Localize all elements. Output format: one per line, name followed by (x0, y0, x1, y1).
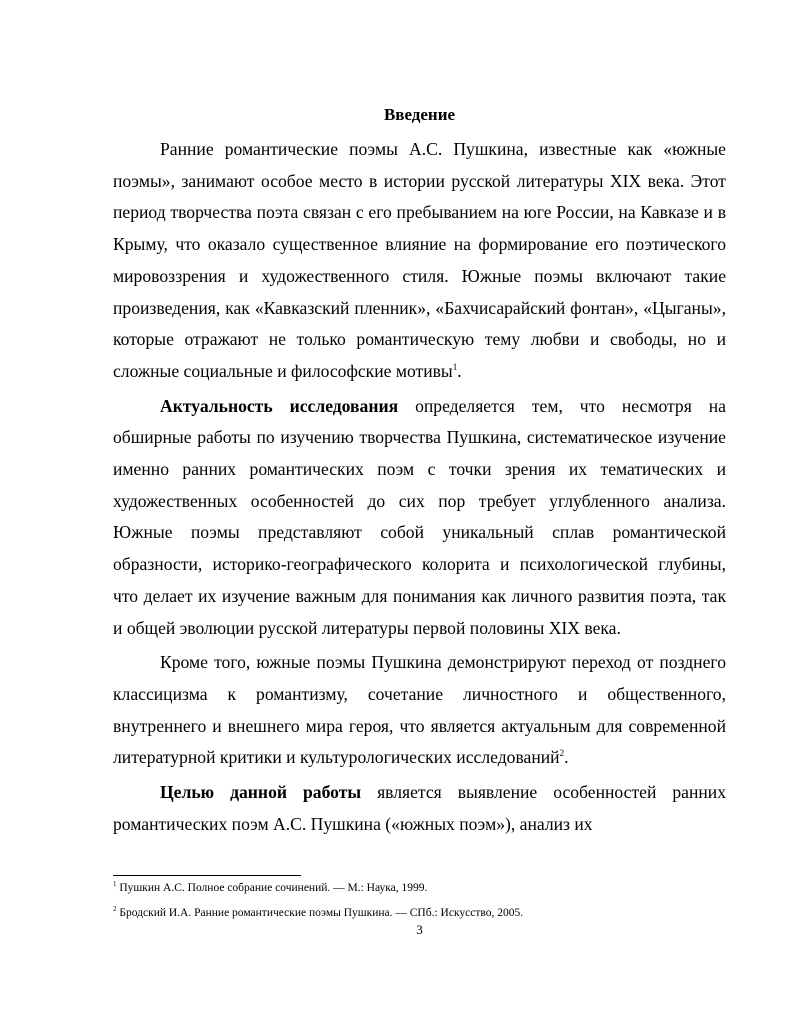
footnote-item (113, 905, 726, 922)
footnote-separator (113, 875, 301, 876)
paragraph-transition (113, 647, 726, 774)
paragraph-bold-lead: Целью данной работы (160, 782, 362, 803)
paragraph-goal (113, 777, 726, 840)
paragraph-introduction (113, 134, 726, 388)
paragraph-text: Кроме того, южные поэмы Пушкина демонстрируют переход от позднего классицизма к романтизму, сочетание личностного и общественного, внутреннего и внешнего мира героя, что является актуальным для современной литературной критики и культурологических исследований (113, 652, 726, 768)
paragraph-text: определяется тем, что несмотря на обширные работы по изучению творчества Пушкина, систематическое изучение именно ранних романтических поэм с точки зрения их тематических и художественных особенностей до сих пор требует углубленного анализа. Южные поэмы представляют собой уникальный сплав романтической образности, историко-географического колорита и психологической глубины, что делает их изучение важным для понимания как личного развития поэта, так и общей эволюции русской литературы первой половины XIX века. (113, 395, 726, 638)
paragraph-text: является выявление особенностей ранних романтических поэм А.С. Пушкина («южных поэм»), анализ их (113, 782, 726, 834)
paragraph-relevance (113, 391, 726, 645)
footnote-reference[interactable]: 2 (559, 748, 565, 759)
paragraph-bold-lead: Актуальность исследования (160, 395, 399, 416)
footnote-number: 1 (113, 880, 117, 889)
paragraph-text: Ранние романтические поэмы А.С. Пушкина, известные как «южные поэмы», занимают особое место в истории русской литературы XIX века. Этот период творчества поэта связан с его пребыванием на юге России, на Кавказе и в Крыму, что оказало существенное влияние на формирование его поэтического мировоззрения и художественного стиля. Южные поэмы включают такие произведения, как «Кавказский пленник», «Бахчисарайский фонтан», «Цыганы», которые отражают не только романтическую тему любви и свободы, но и сложные социальные и философские мотивы (113, 139, 726, 381)
footnote-reference[interactable]: 1 (452, 362, 458, 373)
paragraph-trailing: . (457, 360, 462, 381)
footnote-item (113, 880, 726, 897)
footnote-text: Бродский И.А. Ранние романтические поэмы Пушкина. — СПб.: Искусство, 2005. (119, 907, 524, 919)
paragraph-trailing: . (564, 747, 569, 768)
footnote-text: Пушкин А.С. Полное собрание сочинений. — М.: Наука, 1999. (119, 882, 428, 894)
footnote-number: 2 (113, 905, 117, 914)
section-heading: Введение (383, 105, 456, 124)
body-text (113, 134, 726, 840)
page-number: 3 (416, 922, 423, 937)
